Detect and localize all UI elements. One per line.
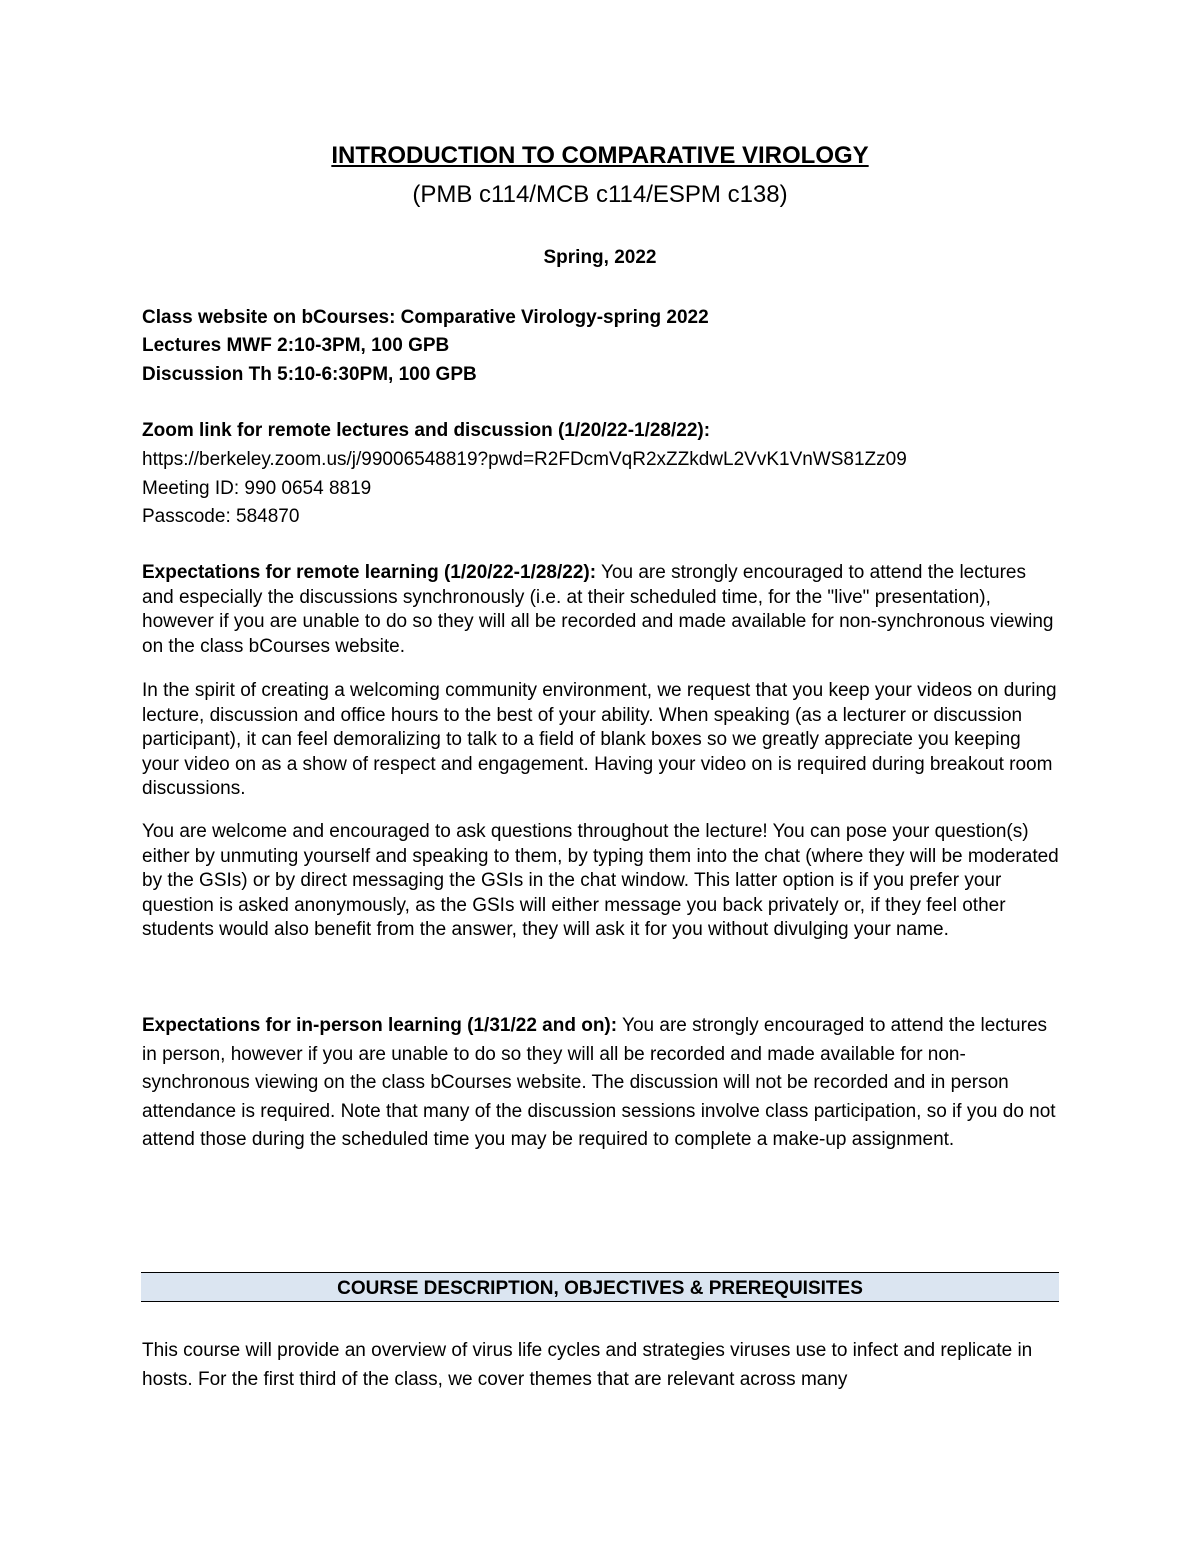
remote-expectations-paragraph — [142, 561, 1062, 659]
class-website-line: Class website on bCourses: Comparative Virology-spring 2022 — [142, 307, 709, 328]
zoom-heading: Zoom link for remote lectures and discussion (1/20/22-1/28/22): — [142, 420, 711, 441]
section-title: COURSE DESCRIPTION, OBJECTIVES & PREREQUISITES — [337, 1278, 863, 1299]
zoom-link[interactable]: https://berkeley.zoom.us/j/99006548819?pwd=R2FDcmVqR2xZZkdwL2VvK1VnWS81Zz09 — [142, 449, 907, 470]
meeting-id: Meeting ID: 990 0654 8819 — [142, 478, 372, 499]
description-paragraph: This course will provide an overview of virus life cycles and strategies viruses use to infect and replicate in hosts. For the first third of the class, we cover themes that are relevant across many — [142, 1340, 1033, 1390]
inperson-expectations-paragraph — [142, 1012, 1062, 1155]
document-title: INTRODUCTION TO COMPARATIVE VIROLOGY — [331, 142, 869, 169]
participation-note: Note that many of the discussion sessions involve class participation — [340, 1100, 917, 1122]
inperson-expectations-text-after: , so if you do not attend those during the scheduled time you may be required to complete a make-up assignment. — [142, 1100, 1056, 1150]
remote-expectations-heading: Expectations for remote learning (1/20/22-1/28/22): — [142, 562, 597, 583]
lectures-line: Lectures MWF 2:10-3PM, 100 GPB — [142, 335, 450, 356]
discussion-line: Discussion Th 5:10-6:30PM, 100 GPB — [142, 364, 477, 385]
inperson-expectations-heading: Expectations for in-person learning (1/31/22 and on): — [142, 1015, 618, 1036]
passcode: Passcode: 584870 — [142, 506, 300, 527]
course-codes: (PMB c114/MCB c114/ESPM c138) — [412, 181, 788, 208]
remote-expectations-text: You are strongly encouraged to attend the lectures and especially the discussions synchronously (i.e. at their scheduled time, for the "live" presentation), however if you are unable to do so they will all be recorded and made available for non-synchronous viewing on the class bCourses website. — [142, 562, 1054, 657]
term: Spring, 2022 — [543, 247, 657, 268]
questions-paragraph: You are welcome and encouraged to ask questions throughout the lecture! You can pose your question(s) either by unmuting yourself and speaking to them, by typing them into the chat (where they will be moderated by the GSIs) or by direct messaging the GSIs in the chat window. This latter option is if you prefer your question is asked anonymously, as the GSIs will either message you back privately or, if they feel other students would also benefit from the answer, they will ask it for you without divulging your name. — [142, 821, 1059, 940]
inperson-expectations-text: You are strongly encouraged to attend the lectures in person, however if you are unable to do so they will all be recorded and made available for non-synchronous viewing on the class bCourses website. The discussion will not be recorded and in person attendance is required. — [142, 1015, 1048, 1122]
video-paragraph: In the spirit of creating a welcoming community environment, we request that you keep your videos on during lecture, discussion and office hours to the best of your ability. When speaking (as a lecturer or discussion participant), it can feel demoralizing to talk to a field of blank boxes so we greatly appreciate you keeping your video on as a show of respect and engagement. Having your video on is required during breakout room discussions. — [142, 680, 1057, 799]
